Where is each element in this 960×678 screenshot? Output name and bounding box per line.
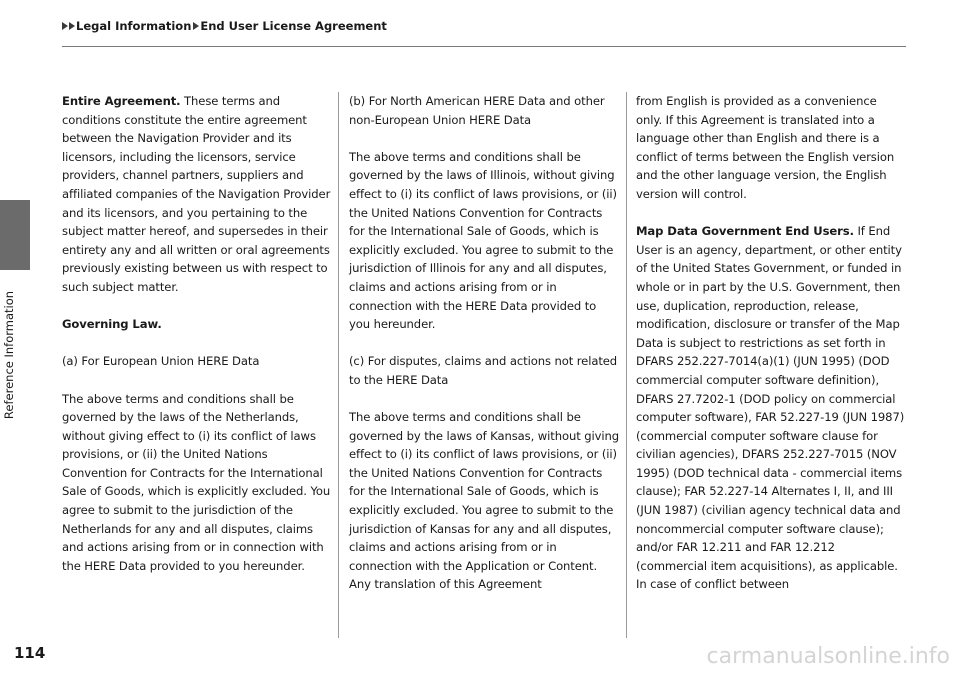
breadcrumb-arrow-icon: [193, 22, 199, 30]
translation-text: from English is provided as a convenience only. If this Agreement is translated into a language other than English and there is a conflict of terms between the English version and the other language version, the English version will control.: [636, 94, 895, 201]
breadcrumb-arrow-icon: [69, 22, 75, 30]
gov-end-users-text: If End User is an agency, department, or other entity of the United States Government, or funded in whole or in part by the U.S. Government, then use, duplication, reproduction, release, modification, disclosure or transfer of the Map Data is subject to restrictions as set forth in DFARS 252.227-7014(a)(1) (JUN 1995) (DOD commercial computer software definition), DFARS 27.7202-1 (DOD policy on commercial computer software), FAR 52.227-19 (JUN 1987) (commercial computer software clause for civilian agencies), DFARS 252.227-7015 (NOV 1995) (DOD technical data - commercial items clause); FAR 52.227-14 Alternates I, II, and III (JUN 1987) (civilian agency technical data and noncommercial computer software clause); and/or FAR 12.211 and FAR 12.212 (commercial item acquisitions), as applicable. In case of conflict between: [636, 224, 905, 592]
entire-agreement-heading: Entire Agreement.: [62, 94, 181, 108]
page-number: 114: [14, 644, 46, 662]
gov-end-users-paragraph: [636, 222, 906, 594]
governing-law-heading: Governing Law.: [62, 317, 162, 332]
column-divider: [338, 92, 339, 638]
watermark: carmanualsonline.info: [706, 644, 950, 669]
na-governing-law-text: The above terms and conditions shall be governed by the laws of Illinois, without giving effect to (i) its conflict of laws provisions, or (ii) the United Nations Convention for Contracts for the International Sale of Goods, which is explicitly excluded. You agree to submit to the jurisdiction of Illinois for any and all disputes, claims and actions arising from or in connection with the HERE Data provided to you hereunder.: [349, 149, 617, 332]
breadcrumb-arrow-icon: [62, 22, 68, 30]
header-divider: [62, 46, 906, 47]
section-side-label: [0, 285, 18, 425]
other-governing-law-text: The above terms and conditions shall be governed by the laws of Kansas, without giving effect to (i) its conflict of laws provisions, or (ii) the United Nations Convention for Contracts for the International Sale of Goods, which is explicitly excluded. You agree to submit to the jurisdiction of Kansas for any and all disputes, claims and actions arising from or in connection with the Application or Content. Any translation of this Agreement: [349, 410, 619, 592]
other-subheading: (c) For disputes, claims and actions not related to the HERE Data: [349, 354, 618, 387]
entire-agreement-text: These terms and conditions constitute the entire agreement between the Navigation Provider and its licensors, including the licensors, service providers, channel partners, suppliers and affiliated companies of the Navigation Provider and its licensors, and you pertaining to the subject matter hereof, and supersedes in their entirety any and all written or oral agreements previously existing between us with respect to such subject matter.: [62, 94, 331, 294]
text-column-3: [636, 92, 906, 594]
breadcrumb-item-eula[interactable]: End User License Agreement: [200, 19, 387, 33]
section-side-label-text: Reference Information: [2, 290, 17, 420]
text-column-1: [62, 92, 332, 575]
breadcrumb: [62, 19, 389, 33]
column-divider: [626, 92, 627, 638]
na-subheading: (b) For North American HERE Data and other non-European Union HERE Data: [349, 94, 605, 127]
entire-agreement-paragraph: [62, 92, 332, 297]
breadcrumb-item-legal-information[interactable]: Legal Information: [76, 19, 192, 33]
eu-governing-law-text: The above terms and conditions shall be governed by the laws of the Netherlands, without giving effect to (i) its conflict of laws provisions, or (ii) the United Nations Convention for Contracts for the International Sale of Goods, which is explicitly excluded. You agree to submit to the jurisdiction of the Netherlands for any and all disputes, claims and actions arising from or in connection with the HERE Data provided to you hereunder.: [62, 391, 331, 573]
gov-end-users-heading: Map Data Government End Users.: [636, 224, 854, 239]
section-tab-marker: [0, 200, 30, 270]
governing-law-heading-paragraph: [62, 315, 332, 334]
eu-subheading: (a) For European Union HERE Data: [62, 354, 260, 369]
text-column-2: [349, 92, 619, 594]
